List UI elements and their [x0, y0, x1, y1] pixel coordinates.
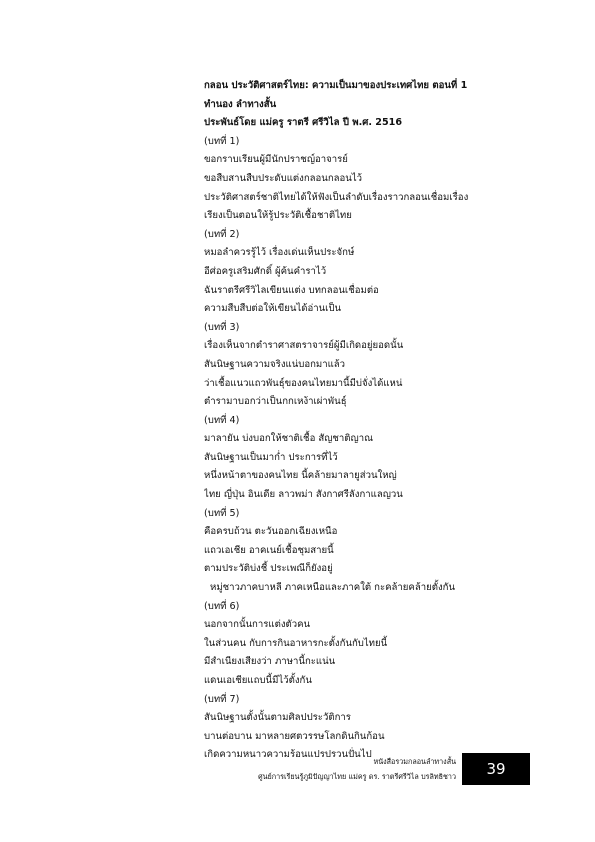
verse-line: แดนเอเชียแถบนี้มีไว้ตั้งกัน [204, 675, 312, 686]
verse-line: ไทย ญี่ปุ่น อินเดีย ลาวพม่า สังกาศรีลังกาแลญวน [204, 489, 403, 501]
verse-line: ความสืบสืบต่อให้เขียนได้อ่านเป็น [204, 303, 342, 315]
footer-publisher: ศูนย์การเรียนรู้ภูมิปัญญาไทย แม่ครู ดร. ราตรีศรีวิไล บรลิทธิชาว [258, 772, 456, 781]
verse-line: สันนิษฐานเป็นมาก่ำ ประการที่ไว้ [204, 451, 338, 463]
verse-line: หนึ่งหน้าตาของคนไทย นี้คล้ายมาลายูส่วนใหญ่ [204, 470, 397, 482]
verse-heading: (บทที่ 5) [204, 507, 240, 519]
verse-line: สันนิษฐานตั้งนั้นตามศิลปประวัติการ [204, 712, 351, 724]
document-title: กลอน ประวัติศาสตร์ไทย: ความเป็นมาของประเทศไทย ตอนที่ 1 [204, 80, 468, 91]
verse-line: สันนิษฐานความจริงแน่บอกมาแล้ว [204, 358, 346, 370]
verse-line: ในส่วนคน กับการกินอาหารกะตั้งกันกับไทยนี้ [204, 637, 388, 649]
verse-line: ว่าเชื้อแนวแถวพันธุ์ของคนไทยมานี้มีบ่จั่งได้แหน่ [204, 377, 403, 389]
page-number: 39 [462, 753, 530, 785]
verse-line: อีศ่อครูเสริมศักดิ์ ผู้ค้นคำราไว้ [204, 265, 327, 277]
verse-line: ตามประวัติบ่งชี้ ประเพณีก็ยังอยู่ [204, 563, 333, 575]
verse-line: หมอลำควรรู้ไว้ เรื่องเด่นเห็นประจักษ์ [204, 247, 355, 259]
verse-line: ขอสืบสานสืบประดับแต่งกลอนกลอนไว้ [204, 172, 363, 184]
verse-heading: (บทที่ 3) [204, 321, 240, 333]
verse-heading: (บทที่ 1) [204, 135, 240, 147]
verse-heading: (บทที่ 6) [204, 600, 240, 612]
melody-line: ทำนอง ลำทางสั้น [204, 98, 277, 110]
author-line: ประพันธ์โดย แม่ครู ราตรี ศรีวิไล ปี พ.ศ. 2516 [204, 117, 403, 129]
page-footer [238, 754, 456, 784]
verse-line: แถวเอเชีย อาคเนย์เชื้อชุมสายนี้ [204, 544, 334, 556]
verse-heading: (บทที่ 2) [204, 228, 240, 240]
verse-heading: (บทที่ 7) [204, 693, 240, 705]
poem-text-block [204, 77, 534, 765]
verse-line: มาลายัน บ่งบอกให้ชาติเชื้อ สัญชาติญาณ [204, 433, 374, 445]
verse-line: เรื่องเห็นจากตำราศาสตราจารย์ผู้มีเกิดอยู่ยอดนั้น [204, 340, 404, 352]
verse-line: เกิดความหนาวความร้อนแปรปรวนปั่นไป [204, 749, 372, 761]
verse-line: ฉันราตรีศรีวิไลเขียนแต่ง บทกลอนเชื่อมต่อ [204, 284, 379, 296]
verse-line: คือครบถ้วน ตะวันออกเฉียงเหนือ [204, 526, 338, 538]
verse-line: ขอกราบเรียนผู้มีนักปราชญ์อาจารย์ [204, 154, 348, 166]
verse-line: บานต่อบาน มาหลายศตวรรษโลกดินกินก้อน [204, 730, 385, 742]
verse-line: นอกจากนั้นการแต่งตัวคน [204, 619, 311, 631]
verse-line: หมู่ชาวภาคบาหลี ภาคเหนือและภาคใต้ กะคล้ายคล้ายตั้งกัน [210, 582, 456, 594]
verse-line: มีสำเนียงเสียงว่า ภาษานี้กะแน่น [204, 656, 336, 668]
verse-line: ตำรามาบอกว่าเป็นกกเหง้าเผ่าพันธุ์ [204, 396, 347, 408]
verse-line: เรียงเป็นตอนให้รู้ประวัติเชื้อชาติไทย [204, 210, 352, 222]
verse-heading: (บทที่ 4) [204, 414, 240, 426]
footer-book-title: หนังสือรวมกลอนลำทางสั้น [373, 757, 456, 766]
verse-line: ประวัติศาสตร์ชาติไทยได้ให้ฟังเป็นลำดับเรื่องราวกลอนเชื่อมเรื่อง [204, 191, 469, 203]
